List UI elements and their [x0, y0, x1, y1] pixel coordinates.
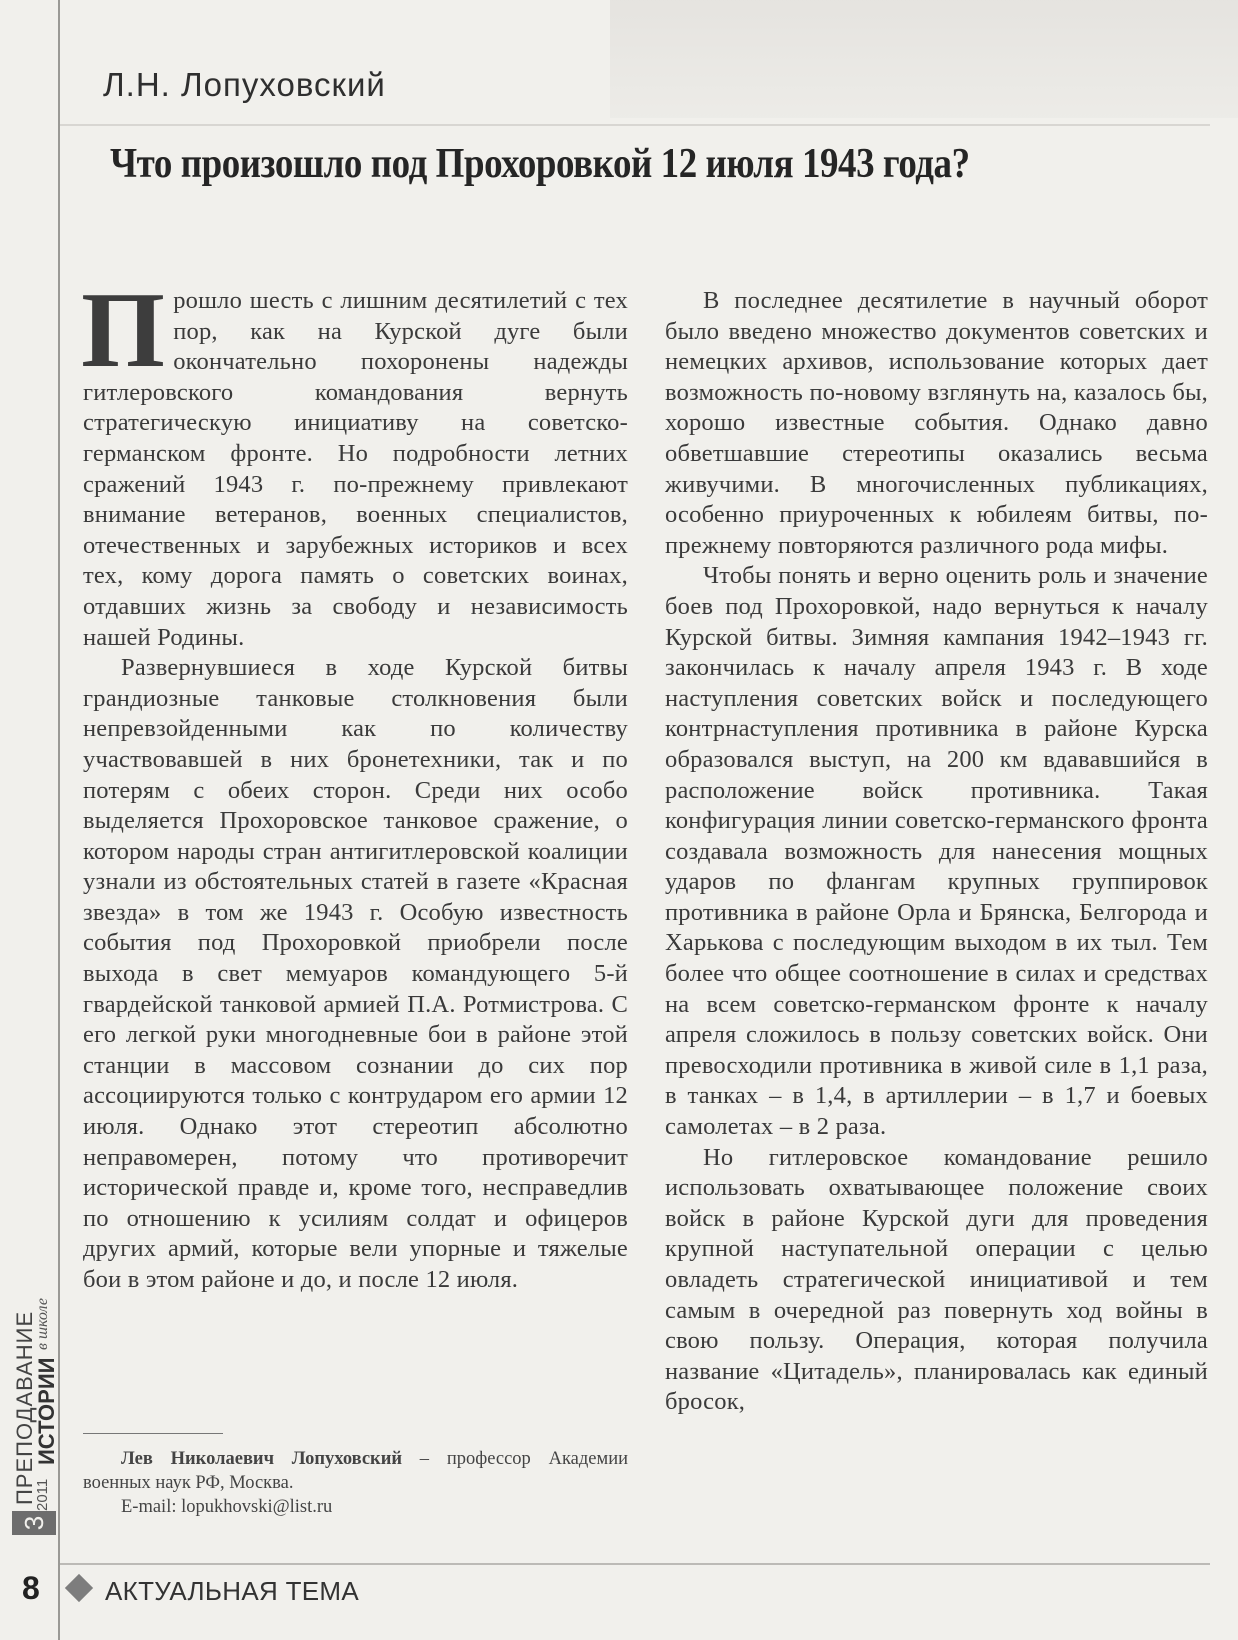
- paragraph-1-text: рошло шесть с лишним десятилетий с тех пор, как на Курской дуге были окончательно похоронены надежды гитлеровского командования вернуть стратегическую инициативу на советско-германском фронте. Но подробности летних сражений 1943 г. по-прежнему привлекают внимание ветеранов, военных специалистов, отечественных и зарубежных историков и всех тех, кому дорога память о советских воинах, отдавших жизнь за свободу и независимость нашей Родины.: [83, 287, 628, 651]
- diamond-icon: [65, 1574, 93, 1602]
- article-title: Что произошло под Прохоровкой 12 июля 1943 года?: [110, 141, 970, 187]
- article-author: Л.Н. Лопуховский: [103, 66, 386, 103]
- issue-number: 3: [12, 1511, 56, 1535]
- right-column: [665, 286, 1208, 1418]
- footnote-text: [83, 1447, 628, 1495]
- footnote-divider: [83, 1433, 223, 1434]
- journal-logo: [12, 1235, 58, 1535]
- paragraph-4: Чтобы понять и верно оценить роль и значение боев под Прохоровкой, надо вернуться к началу Курской битвы. Зимняя кампания 1942–1943 гг. закончилась к началу апреля 1943 г. В ходе наступления советских войск и последующего контрнаступления противника в районе Курска образовался выступ, на 200 км вдававшийся в расположение войск противника. Такая конфигурация линии советско-германского фронта создавала возможность для нанесения мощных ударов по флангам крупных группировок противника в районе Орла и Брянска, Белгорода и Харькова с последующим выходом в их тыл. Тем более что общее соотношение в силах и средствах на всем советско-германском фронте к началу апреля сложилось в пользу советских войск. Они превосходили противника в живой силе в 1,1 раза, в танках – в 1,4, в артиллерии – в 1,7 и боевых самолетах – в 2 раза.: [665, 562, 1208, 1141]
- footnote-author-name: Лев Николаевич Лопуховский: [121, 1449, 403, 1469]
- footer-divider: [60, 1563, 1210, 1565]
- paragraph-1: [81, 271, 628, 653]
- paragraph-2: Развернувшиеся в ходе Курской битвы грандиозные танковые столкновения были непревзойденными как по количеству участвовавшей в них бронетехники, так и по потерям с обеих сторон. Среди них особо выделяется Прохоровское танковое сражение, о котором народы стран антигитлеровской коалиции узнали из обстоятельных статей в газете «Красная звезда» в том же 1943 г. Особую известность события под Прохоровкой приобрели после выхода в свет мемуаров командующего 5-й гвардейской танковой армией П.А. Ротмистрова. С его легкой руки многодневные бои в районе этой станции в массовом сознании до сих пор ассоциируются только с контрударом его армии 12 июля. Однако этот стереотип абсолютно неправомерен, потому что противоречит исторической правде и, кроме того, несправедлив по отношению к усилиям солдат и офицеров других армий, которые вели упорные и тяжелые бои в этом районе и до, и после 12 июля.: [83, 654, 628, 1293]
- journal-name-line2: ИСТОРИИ: [34, 1357, 59, 1465]
- footnote-author-role: – профессор Академии военных наук РФ, Москва.: [83, 1449, 628, 1493]
- journal-name-line3: в школе: [34, 1298, 51, 1350]
- section-title: АКТУАЛЬНАЯ ТЕМА: [105, 1576, 360, 1606]
- footnote-email: E-mail: lopukhovski@list.ru: [121, 1497, 333, 1517]
- journal-year: 2011: [34, 1478, 51, 1511]
- page-number: 8: [22, 1570, 40, 1606]
- drop-cap: П: [81, 271, 166, 390]
- paragraph-5: Но гитлеровское командование решило использовать охватывающее положение своих войск в районе Курской дуги для проведения крупной наступательной операции с целью овладеть стратегической инициативой и тем самым в очередной раз повернуть ход войны в свою пользу. Операция, которая получила название «Цитадель», планировалась как единый бросок,: [665, 1143, 1208, 1416]
- previous-page-bleed: [610, 0, 1238, 118]
- journal-name-line1: ПРЕПОДАВАНИЕ: [12, 1310, 37, 1505]
- paragraph-3: В последнее десятилетие в научный оборот было введено множество документов советских и немецких архивов, использование которых дает возможность по-новому взглянуть на, казалось бы, хорошо известные события. Однако давно обветшавшие стереотипы оказались весьма живучими. В многочисленных публикациях, особенно приуроченных к юбилеям битвы, по-прежнему повторяются различного рода мифы.: [665, 287, 1208, 559]
- author-footnote: [83, 1447, 628, 1519]
- left-column: [81, 271, 628, 1296]
- header-divider: [60, 124, 1210, 126]
